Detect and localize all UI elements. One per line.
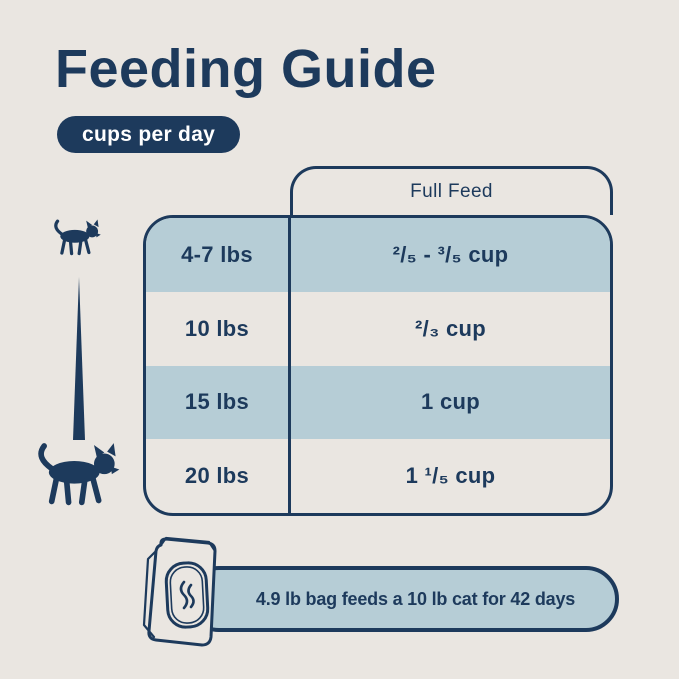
amount-cell: ²/₅ - ³/₅ cup bbox=[392, 241, 509, 267]
table-row bbox=[146, 292, 610, 366]
amount-cell: 1 cup bbox=[421, 389, 480, 415]
page-title: Feeding Guide bbox=[55, 39, 437, 99]
weight-cell: 4-7 lbs bbox=[146, 218, 291, 292]
food-bag-icon bbox=[130, 535, 234, 655]
table-row bbox=[146, 366, 610, 440]
weight-cell: 20 lbs bbox=[146, 439, 291, 513]
amount-cell: ²/₃ cup bbox=[415, 315, 486, 341]
badge-label: cups per day bbox=[82, 122, 216, 146]
small-cat-icon bbox=[50, 219, 104, 259]
column-header-label: Full Feed bbox=[410, 181, 493, 202]
table-row bbox=[146, 439, 610, 513]
cups-per-day-badge bbox=[57, 116, 240, 153]
amount-cell: 1 ¹/₅ cup bbox=[405, 463, 496, 489]
weight-cell: 10 lbs bbox=[146, 292, 291, 366]
full-feed-column-header bbox=[290, 166, 613, 215]
table-row bbox=[146, 218, 610, 292]
feeding-table bbox=[143, 215, 613, 516]
weight-cell: 15 lbs bbox=[146, 366, 291, 440]
bag-feeds-banner bbox=[186, 566, 619, 632]
bag-feeds-note: 4.9 lb bag feeds a 10 lb cat for 42 days bbox=[255, 588, 576, 609]
large-cat-icon bbox=[31, 443, 125, 511]
size-gradient-triangle-icon bbox=[73, 277, 85, 440]
